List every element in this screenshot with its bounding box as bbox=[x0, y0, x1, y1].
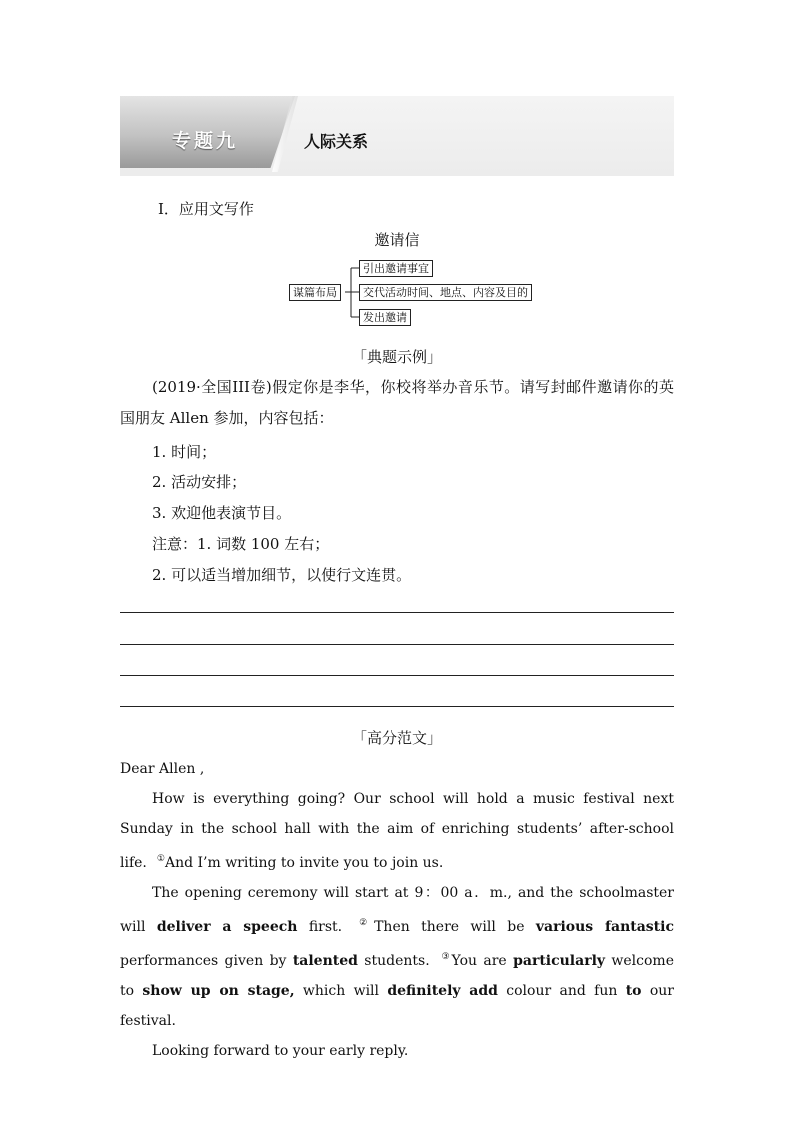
prompt-intro: (2019·全国III卷)假定你是李华，你校将举办音乐节。请写封邮件邀请你的英国朋友 Allen 参加，内容包括： bbox=[120, 378, 674, 427]
answer-line-4 bbox=[120, 706, 674, 707]
section-heading: Ⅰ．应用文写作 bbox=[158, 200, 254, 218]
example-heading: 「典题示例」 bbox=[351, 348, 442, 366]
model-heading: 「高分范文」 bbox=[351, 729, 442, 747]
chapter-banner bbox=[120, 96, 674, 176]
letter-closing: Looking forward to your early reply. bbox=[152, 1043, 409, 1059]
answer-line-2 bbox=[120, 644, 674, 645]
diagram-branch-1: 引出邀请事宜 bbox=[359, 260, 433, 277]
answer-line-3 bbox=[120, 675, 674, 676]
chapter-title: 人际关系 bbox=[304, 132, 369, 151]
diagram-branch-3: 发出邀请 bbox=[359, 309, 411, 326]
chapter-tag: 专题九 bbox=[172, 130, 239, 152]
model-letter bbox=[120, 754, 674, 1066]
letter-type-title: 邀请信 bbox=[374, 231, 420, 249]
prompt-note-2: 2. 可以适当增加细节，以使行文连贯。 bbox=[152, 566, 412, 584]
letter-greeting: Dear Allen , bbox=[120, 761, 205, 777]
letter-paragraph-1: How is everything going? Our school will hold a music festival next Sunday in the school hall with the aim of enriching students’ after-school life. ①And I’m writing to invite you to join us. bbox=[120, 791, 674, 871]
diagram-root: 谋篇布局 bbox=[289, 284, 341, 301]
prompt-point-2: 2. 活动安排； bbox=[152, 473, 247, 491]
prompt-point-1: 1. 时间； bbox=[152, 443, 217, 461]
prompt-point-3: 3. 欢迎他表演节目。 bbox=[152, 504, 292, 522]
structure-diagram bbox=[287, 258, 547, 328]
diagram-branch-2: 交代活动时间、地点、内容及目的 bbox=[359, 284, 532, 301]
letter-paragraph-2: The opening ceremony will start at 9：00 a．m., and the schoolmaster will deliver a speech first. ②Then there will be various fantastic performances given by talented students. ③You are particularly welcome to show up on stage, which will definitely add colour and fun to our festival. bbox=[120, 885, 674, 1029]
answer-line-1 bbox=[120, 612, 674, 613]
prompt-note-1: 注意：1. 词数 100 左右； bbox=[152, 535, 330, 553]
